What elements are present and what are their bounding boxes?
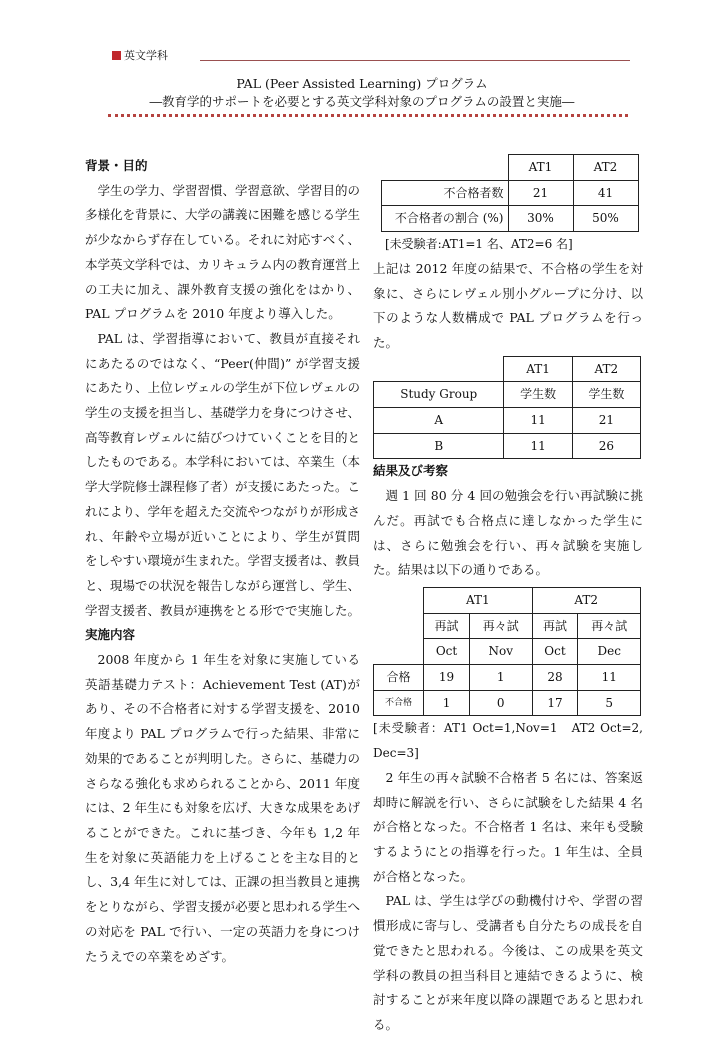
row-header: Study Group <box>374 382 504 408</box>
section-heading-background: 背景・目的 <box>85 158 148 173</box>
failure-table <box>381 154 639 232</box>
paragraph-results-intro: 週 1 回 80 分 4 回の勉強会を行い再試験に挑んだ。再試でも合格点に達しなかった学生には、さらに勉強会を行い、再々試験を実施した。結果は以下の通りである。 <box>373 488 643 578</box>
table-header: AT1 <box>504 356 572 382</box>
page-subtitle: ―教育学的サポートを必要とする英文学科対象のプログラムの設置と実施― <box>149 94 575 109</box>
study-group-table: AT1 AT2 Study Group 学生数 学生数 A 11 21 B 11 26 <box>373 356 641 460</box>
note-absentees-2: [未受験者：AT1 Oct=1,Nov=1 AT2 Oct=2, Dec=3] <box>373 721 643 761</box>
table-header: AT1 <box>424 587 532 613</box>
paragraph-second-years: 2 年生の再々試験不合格者 5 名には、答案返却時に解説を行い、さらに試験をした結果 4 名が合格となった。不合格者 1 名は、来年も受験するようにとの指導を行った。1 年生は、全員が合格となった。 <box>373 769 643 884</box>
table-header: AT1 <box>508 155 573 181</box>
results-table: AT1 AT2 再試 再々試 再試 再々試 Oct Nov Oct Dec 合格 19 1 28 11 不合格 1 0 17 5 <box>373 587 641 717</box>
department-label: 英文学科 <box>124 49 168 62</box>
table-header: AT2 <box>573 155 638 181</box>
paragraph-implementation: 2008 年度から 1 年生を対象に実施している英語基礎力テスト：Achievement Test (AT)があり、その不合格者に対する学習支援を、2010 年度より PAL プログラムで行った結果、非常に効果的であることが判明した。さらに、基礎力のさらなる強化も求められることから、2011 年度には、2 年生にも対象を広げ、大きな成果をあげることができた。これに基づき、今年も 1,2 年生を対象に英語能力を上げることを主な目的とし、3,4 年生に対しては、正課の担当教員と連携をとりながら、学習支援が必要と思われる学生への対応を PAL で行い、一定の英語力を身につけたうえでの卒業をめざす。 <box>85 652 361 964</box>
table-row: 不合格者の割合 (%) 30% 50% <box>382 206 639 232</box>
table-header: AT2 <box>532 587 640 613</box>
paragraph-background: 学生の学力、学習習慣、学習意欲、学習目的の多様化を背景に、大学の講義に困難を感じる学生が少なからず存在している。それに対応すべく、本学英文学科では、カリキュラム内の教育運営上の工夫に加え、課外教育支援の強化をはかり、PAL プログラムを 2010 年度より導入した。 <box>85 182 361 322</box>
dotted-divider <box>108 114 628 117</box>
table-row: B 11 26 <box>374 433 641 459</box>
table-header: AT2 <box>572 356 640 382</box>
header-rule <box>200 60 630 61</box>
section-heading-results: 結果及び考察 <box>373 463 449 479</box>
left-column <box>85 154 360 969</box>
table-row: 合格 19 1 28 11 <box>374 665 641 691</box>
paragraph-group-intro: 上記は 2012 年度の結果で、不合格の学生を対象に、さらにレヴェル別小グループに分け、以下のような人数構成で PAL プログラムを行った。 <box>373 260 643 350</box>
table-row: A 11 21 <box>374 408 641 434</box>
table-row: 不合格者数 21 41 <box>382 180 639 206</box>
note-absentees-1: [未受験者:AT1=1 名、AT2=6 名] <box>385 237 573 252</box>
table-row: 不合格 1 0 17 5 <box>374 690 641 716</box>
right-column <box>373 154 643 1038</box>
paragraph-pal-description: PAL は、学習指導において、教員が直接それにあたるのではなく、“Peer(仲間)” が学習支援にあたり、上位レヴェルの学生が下位レヴェルの学生の支援を担当し、基礎学力を身につけさせ、高等教育レヴェルに結びつけていくことを目的としたものである。本学科においては、卒業生（本学大学院修士課程修了者）が支援にあたった。これにより、学年を超えた交流やつながりが形成され、年齢や立場が近いことにより、学生が質問をしやすい環境が生まれた。学習支援者は、教員と、現場での状況を報告しながら運営し、学生、学習支援者、教員が連携をとる形でで実施した。 <box>85 330 361 618</box>
header-marker <box>112 51 121 60</box>
page-title: PAL (Peer Assisted Learning) プログラム <box>236 76 488 91</box>
paragraph-conclusion: PAL は、学生は学びの動機付けや、学習の習慣形成に寄与し、受講者も自分たちの成長を自覚できたと思われる。今後は、この成果を英文学科の教員の担当科目と連結できるように、検討することが来年度以降の課題であると思われる。 <box>373 893 643 1032</box>
section-heading-implementation: 実施内容 <box>85 627 136 643</box>
